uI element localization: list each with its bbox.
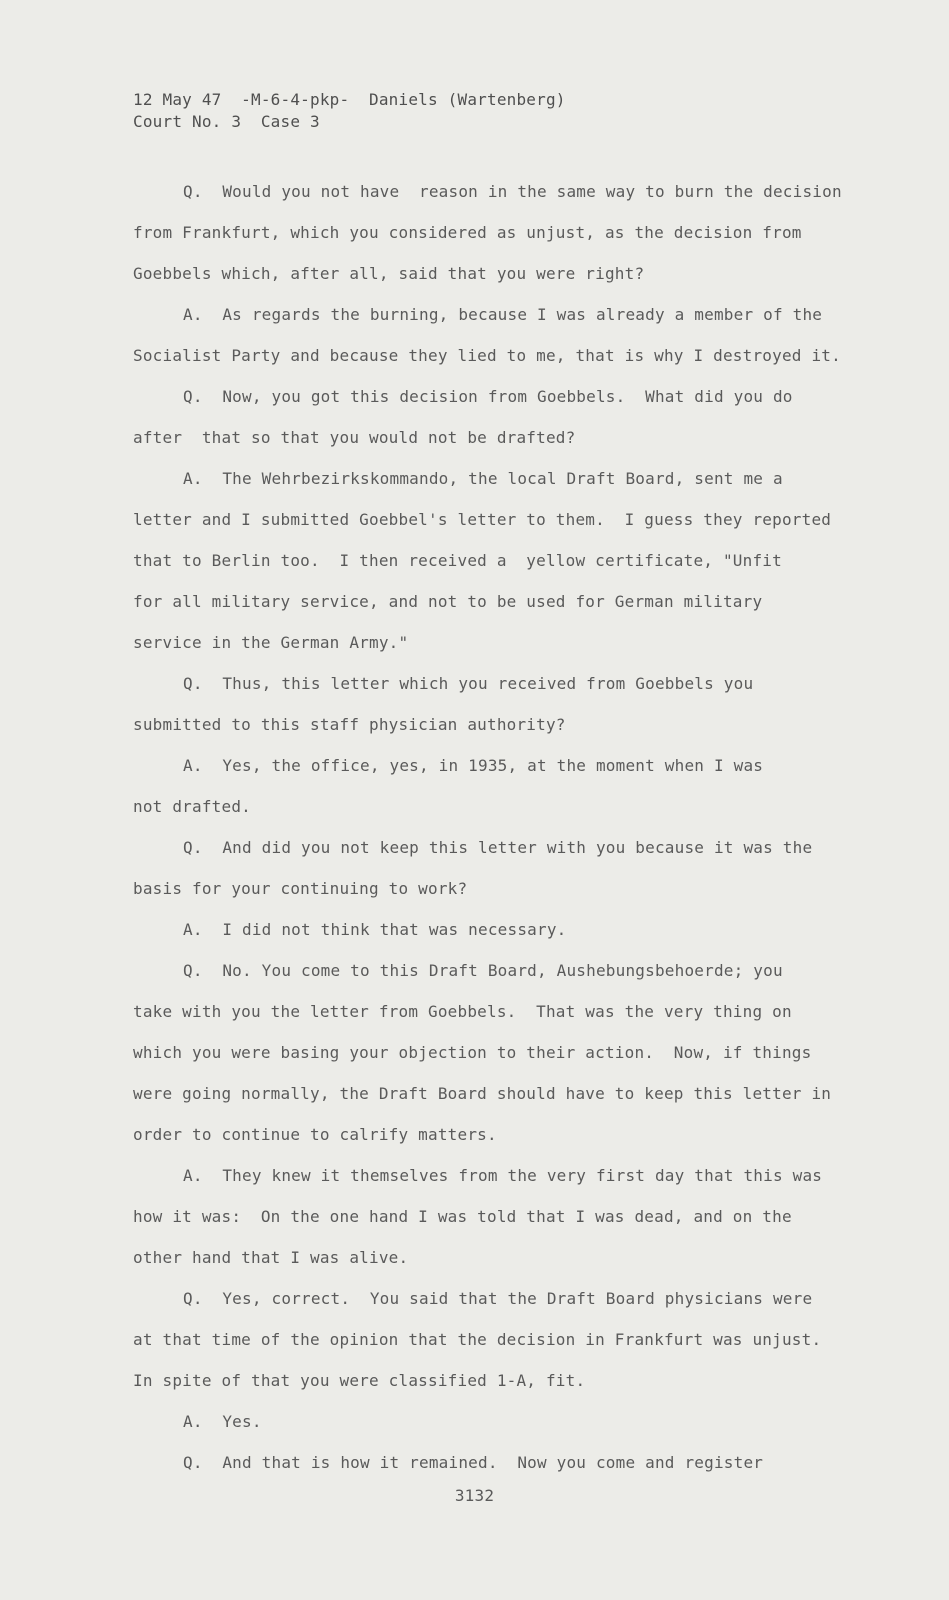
transcript-line: Q. And did you not keep this letter with you because it was the (183, 838, 813, 857)
transcript-line: which you were basing your objection to their action. Now, if things (133, 1043, 812, 1062)
transcript-line: letter and I submitted Goebbel's letter to them. I guess they reported (133, 510, 832, 529)
transcript-line: A. Yes, the office, yes, in 1935, at the moment when I was (183, 756, 764, 775)
page-number: 3132 (454, 1486, 495, 1505)
transcript-line: not drafted. (133, 797, 251, 816)
header-court-line: Court No. 3 Case 3 (133, 112, 320, 131)
transcript-line: Q. Yes, correct. You said that the Draft Board physicians were (183, 1289, 813, 1308)
transcript-line: Q. Would you not have reason in the same way to burn the decision (183, 182, 842, 201)
transcript-line: take with you the letter from Goebbels. That was the very thing on (133, 1002, 792, 1021)
transcript-line: A. Yes. (183, 1412, 262, 1431)
transcript-line: from Frankfurt, which you considered as unjust, as the decision from (133, 223, 802, 242)
transcript-line: that to Berlin too. I then received a yellow certificate, "Unfit (133, 551, 782, 570)
header-session-line: 12 May 47 -M-6-4-pkp- Daniels (Wartenberg) (133, 90, 566, 109)
transcript-body (133, 171, 873, 1483)
transcript-line: were going normally, the Draft Board should have to keep this letter in (133, 1084, 832, 1103)
transcript-line: how it was: On the one hand I was told that I was dead, and on the (133, 1207, 792, 1226)
transcript-line: Goebbels which, after all, said that you were right? (133, 264, 645, 283)
transcript-line: Q. Thus, this letter which you received from Goebbels you (183, 674, 754, 693)
transcript-line: order to continue to calrify matters. (133, 1125, 497, 1144)
transcript-line: for all military service, and not to be used for German military (133, 592, 763, 611)
transcript-line: service in the German Army." (133, 633, 409, 652)
transcript-line: submitted to this staff physician authority? (133, 715, 566, 734)
transcript-line: A. The Wehrbezirkskommando, the local Draft Board, sent me a (183, 469, 783, 488)
transcript-line: Q. Now, you got this decision from Goebbels. What did you do (183, 387, 793, 406)
transcript-line: In spite of that you were classified 1-A, fit. (133, 1371, 586, 1390)
transcript-line: Socialist Party and because they lied to me, that is why I destroyed it. (133, 346, 841, 365)
document-header (133, 89, 566, 133)
transcript-line: A. I did not think that was necessary. (183, 920, 567, 939)
transcript-line: at that time of the opinion that the decision in Frankfurt was unjust. (133, 1330, 822, 1349)
transcript-line: Q. No. You come to this Draft Board, Aushebungsbehoerde; you (183, 961, 783, 980)
transcript-line: A. As regards the burning, because I was already a member of the (183, 305, 823, 324)
transcript-line: basis for your continuing to work? (133, 879, 468, 898)
transcript-line: A. They knew it themselves from the very first day that this was (183, 1166, 823, 1185)
transcript-line: after that so that you would not be drafted? (133, 428, 576, 447)
transcript-line: other hand that I was alive. (133, 1248, 409, 1267)
transcript-line: Q. And that is how it remained. Now you come and register (183, 1453, 764, 1472)
